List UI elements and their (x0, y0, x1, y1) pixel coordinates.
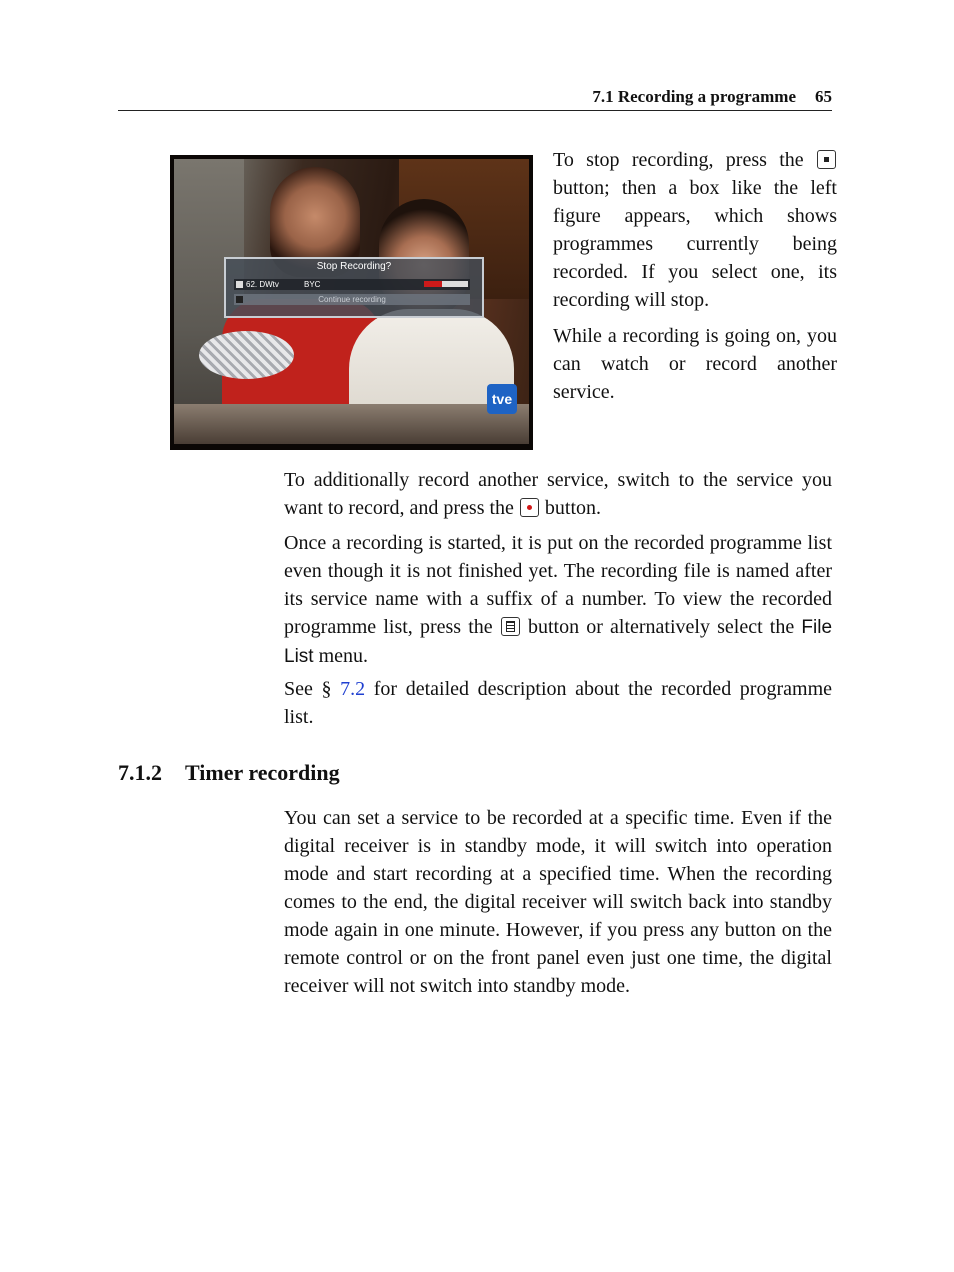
record-button-icon (520, 498, 539, 517)
section-heading (118, 760, 340, 786)
section-title: Timer recording (185, 760, 340, 785)
dialog-title: Stop Recording? (316, 261, 392, 272)
body-paragraph-1: To additionally record another service, switch to the service you want to record, and press the button. (284, 469, 832, 519)
section-number: 7.1.2 (118, 760, 162, 785)
timer-recording-paragraph: You can set a service to be recorded at a specific time. Even if the digital receiver is in standby mode, it will switch into operation mode and start recording at a specified time. When the recording comes to the end, the digital receiver will switch back into standby mode again in one minute. However, if you press any button on the remote control or on the front panel even just one time, the digital receiver will not switch into standby mode. (284, 807, 832, 997)
header-section-title: 7.1 Recording a programme (592, 87, 796, 106)
stop-recording-dialog (224, 257, 484, 318)
section-link[interactable]: 7.2 (340, 678, 366, 700)
file-list-menu-name: File List (284, 617, 833, 667)
continue-recording-label: Continue recording (318, 295, 386, 304)
file-list-button-icon (501, 617, 520, 636)
progress-fill (424, 281, 442, 287)
side-paragraph-1: To stop recording, press the button; then a box like the left figure appears, which shows programmes currently being recorded. If you select one, its recording will stop. (553, 149, 837, 311)
running-header (118, 86, 832, 111)
checkbox-icon (236, 281, 243, 288)
programme-name: BYC (304, 280, 321, 289)
body-paragraph-3: See § 7.2 for detailed description about the recorded programme list. (284, 678, 832, 728)
side-paragraph-2: While a recording is going on, you can watch or record another service. (553, 325, 837, 403)
service-label: 62. DWtv (246, 280, 279, 289)
page-number: 65 (815, 87, 832, 106)
stop-recording-screenshot (170, 155, 533, 450)
channel-logo: tve (487, 384, 517, 414)
body-paragraph-2: Once a recording is started, it is put on the recorded programme list even though it is not finished yet. The recording file is named after its service name with a suffix of a number. To view the recorded programme list, press the button or alternatively select the File List menu. (284, 532, 833, 667)
continue-recording-row[interactable] (234, 294, 470, 305)
recording-progress-bar (424, 281, 468, 287)
stop-button-icon (817, 150, 836, 169)
recording-row[interactable] (234, 279, 470, 290)
